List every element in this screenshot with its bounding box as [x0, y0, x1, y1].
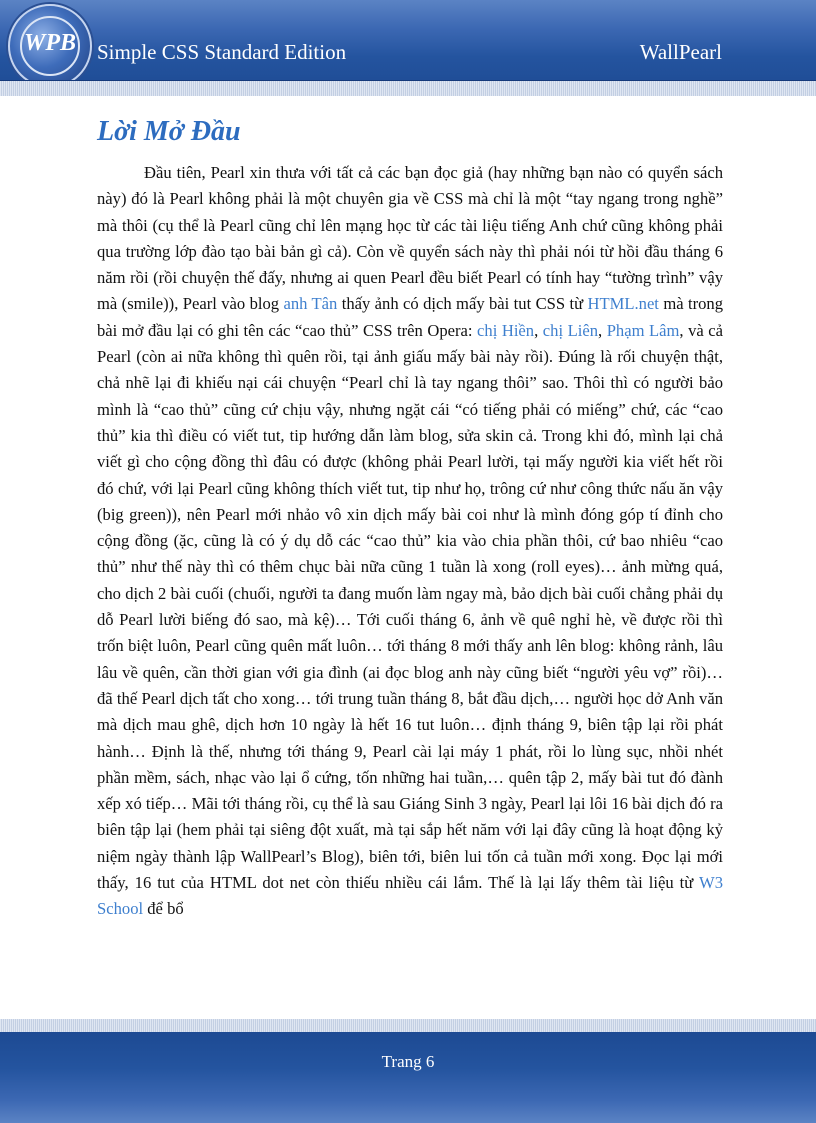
text-run: , [598, 320, 607, 340]
text-run: Đầu tiên, Pearl xin thưa với tất cả các bạn đọc giả (hay những bạn nào có quyển sách này) đó là Pearl không phải là một chuyên gia về CSS mà chỉ là một “tay ngang trong nghề” mà thôi (cụ thể là Pearl cũng chỉ lên mạng học từ các tài liệu tiếng Anh chứ cũng không phải qua trường lớp đào tạo bài bản gì cả). Còn về quyển sách này thì phải nói từ hồi đầu tháng 6 năm rồi (rồi chuyện thế đấy, nhưng ai quen Pearl đều biết Pearl có tính hay “tường trình” vậy mà (smile)), Pearl vào blog [97, 163, 723, 314]
text-link[interactable]: chị Hiền [477, 320, 535, 340]
page-number: Trang 6 [381, 1052, 435, 1071]
text-link[interactable]: anh Tân [283, 294, 338, 314]
text-link[interactable]: Phạm Lâm [606, 320, 680, 340]
wallpearl-logo-icon [8, 4, 92, 88]
text-run: thấy ảnh có dịch mấy bài tut CSS từ [337, 294, 588, 314]
body-paragraph [97, 160, 723, 923]
text-run: , và cả Pearl (còn ai nữa không thì quên rồi, tại ảnh giấu mấy bài này rồi). Đúng là rối chuyện thật, chả nhẽ lại đi khiếu nại cái chuyện “Pearl chỉ là tay ngang thôi” sao. Thôi thì có người bảo mình là “cao thủ” cũng cứ chịu vậy, nhưng ngặt cái “có tiếng phải có miếng” chứ, các “cao thủ” kia thì điều có viết tut, tip hướng dẫn làm blog, sửa skin cả. Trong khi đó, mình lại chả viết gì cho cộng đồng thì đâu có được (không phải Pearl lười, tại mấy người kia viết hết rồi đó chứ, với lại Pearl cũng không thích viết tut, tip như họ, trông cứ như công thức nấu ăn vậy (big green)), nên Pearl mới nhảo vô xin dịch mấy bài coi như là mình đóng góp tí đỉnh cho cộng đồng (ặc, cũng là có ý dụ dỗ các “cao thủ” kia vào chia phần thôi, cứ bao nhiêu “cao thủ” như thế này thì có thêm chục bài nữa cũng 1 tuần là xong (roll eyes)… ảnh mừng quá, cho dịch 2 bài cuối (chuối, người ta đang muốn làm ngay mà, bảo dịch bài cuối chẳng phải dụ dỗ Pearl lười biếng đó sao, mà kệ)… Tới cuối tháng 6, ảnh về quê nghỉ hè, về được rồi thì trốn biệt luôn, Pearl cũng quên mất luôn… tới tháng 8 mới thấy anh lên blog: không rảnh, lâu lâu về quên, cần thời gian với gia đình (ai đọc blog anh này cũng biết “người yêu vợ” rồi)… đã thế Pearl dịch tất cho xong… tới trung tuần tháng 8, bắt đầu dịch,… người học dở Anh văn mà dịch mau ghê, dịch hơn 10 ngày là hết 16 tut luôn… định tháng 9, biên tập lại rồi phát hành… Định là thế, nhưng tới tháng 9, Pearl cài lại máy 1 phát, rồi lo lùng sục, nhồi nhét phần mềm, sách, nhạc vào lại ổ cứng, tốn những hai tuần,… quên tập 2, mấy bài tut đó đành xếp xó tiếp… Mãi tới tháng rồi, cụ thể là sau Giáng Sinh 3 ngày, Pearl lại lôi 16 bài dịch đó ra biên tập lại (hem phải tại siêng đột xuất, mà tại sắp hết năm với lại đây cũng là hoạt động kỷ niệm ngày thành lập WallPearl’s Blog), biên tới, biên lui tốn cả tuần mới xong. Đọc lại mới thấy, 16 tut của HTML dot net còn thiếu nhiều cái lắm. Thế là lại lấy thêm tài liệu từ [97, 320, 724, 893]
text-link[interactable]: W3 School [97, 873, 723, 919]
page-header [0, 0, 816, 95]
header-left-title: Simple CSS Standard Edition [97, 40, 347, 64]
page-title: Lời Mở Đầu [97, 116, 241, 147]
page-footer [0, 1032, 816, 1123]
text-run: , [534, 320, 543, 340]
text-link[interactable]: HTML.net [587, 294, 659, 314]
text-run: mà trong bài mở đầu lại có ghi tên các “cao thủ” CSS trên Opera: [97, 294, 724, 340]
logo-letters: WPB [23, 30, 76, 56]
header-right-title: WallPearl [639, 40, 722, 64]
text-link[interactable]: chị Liên [542, 320, 598, 340]
text-run: để bổ [143, 899, 184, 919]
header-divider [0, 80, 816, 96]
footer-divider [0, 1019, 816, 1033]
